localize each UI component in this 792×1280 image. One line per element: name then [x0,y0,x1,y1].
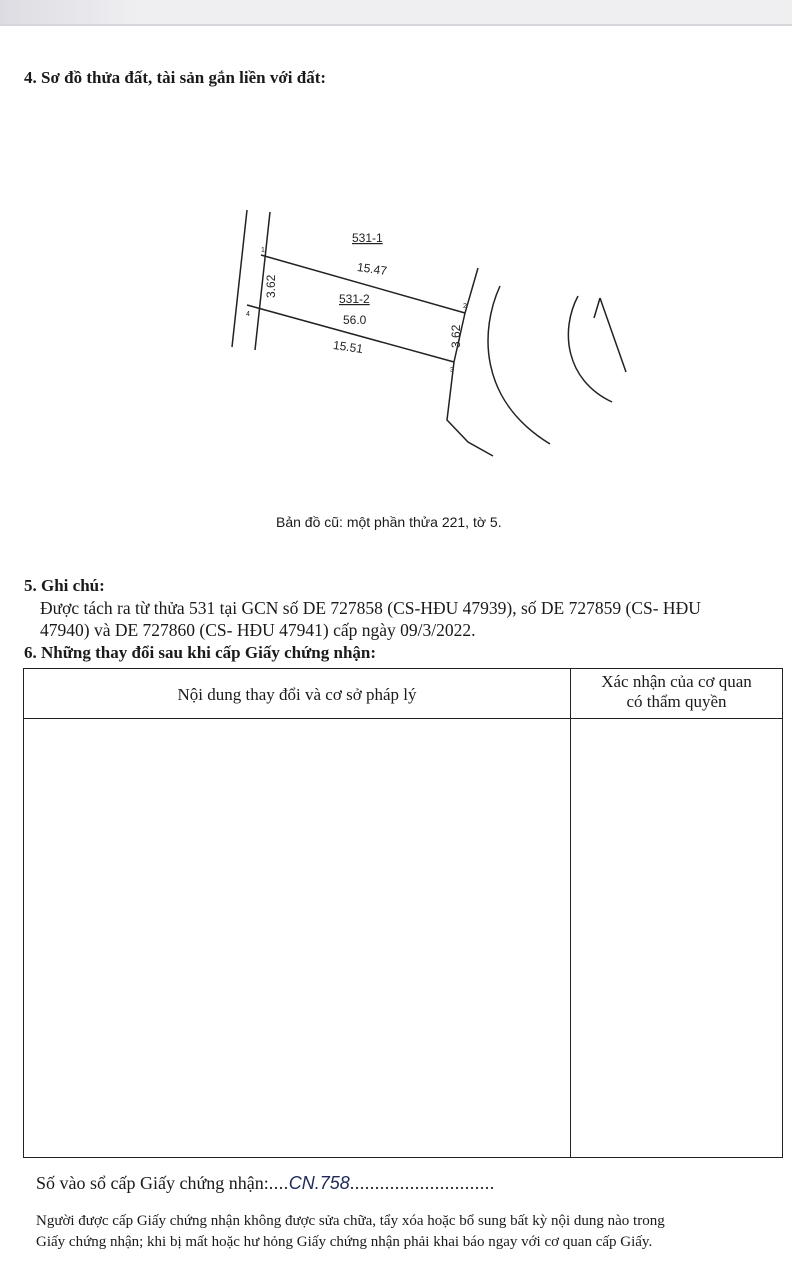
section-5-title: 5. Ghi chú: [24,576,105,595]
corner-2-label: 2 [463,303,467,310]
top-bar [0,0,792,26]
top-length-label: 15.47 [356,259,388,279]
corner-3-label: 3 [450,367,454,374]
left-width-label: 3.62 [264,274,278,298]
right-width-label: 3.62 [449,324,463,348]
note-line-1: Được tách ra từ thửa 531 tại GCN số DE 727858 (CS-HĐU 47939), số DE 727859 (CS- HĐU [40,598,701,618]
warning-line-2: Giấy chứng nhận; khi bị mất hoặc hư hỏng Giấy chứng nhận phải khai báo ngay với cơ quan cấp Giấy. [36,1234,653,1250]
authority-header-line-1: Xác nhận của cơ quan [601,672,752,691]
note-line-2: 47940) và DE 727860 (CS- HĐU 47941) cấp ngày 09/3/2022. [40,620,476,640]
registry-lead-dots: .... [268,1173,289,1193]
top-bar-shade [0,0,140,24]
warning-note [36,1211,786,1253]
parcel-map [210,200,650,470]
registry-label: Số vào sổ cấp Giấy chứng nhận: [36,1173,269,1193]
section-6-title: 6. Những thay đổi sau khi cấp Giấy chứng nhận: [24,643,377,662]
right-boundary [447,268,493,456]
registry-number [36,1173,495,1194]
upper-parcel-label: 531-1 [352,231,383,245]
map-caption: Bản đồ cũ: một phần thửa 221, tờ 5. [276,514,502,530]
registry-trail-dots: ............................. [349,1173,495,1193]
column-divider [570,669,571,1157]
section-5-note [40,597,785,641]
section-4-title: 4. Sơ đồ thửa đất, tài sản gắn liền với đất: [24,68,327,87]
authority-header-line-2: có thẩm quyền [626,692,727,711]
registry-handwritten-number: CN.758 [288,1173,350,1193]
column-header-content: Nội dung thay đổi và cơ sở pháp lý [177,685,417,704]
header-divider [24,718,782,719]
curve-1 [488,286,550,444]
warning-line-1: Người được cấp Giấy chứng nhận không được sửa chữa, tẩy xóa hoặc bổ sung bất kỳ nội dung nào trong [36,1213,665,1229]
column-header-authority [571,672,782,712]
area-label: 56.0 [343,313,367,327]
bottom-length-label: 15.51 [332,337,364,357]
changes-table [23,668,783,1158]
corner-1-label: 1 [261,247,265,254]
lower-parcel-label: 531-2 [339,292,370,306]
curve-3 [600,298,626,372]
left-road-line-1 [232,210,247,347]
curve-3-tip [594,298,600,318]
corner-4-label: 4 [246,311,250,318]
